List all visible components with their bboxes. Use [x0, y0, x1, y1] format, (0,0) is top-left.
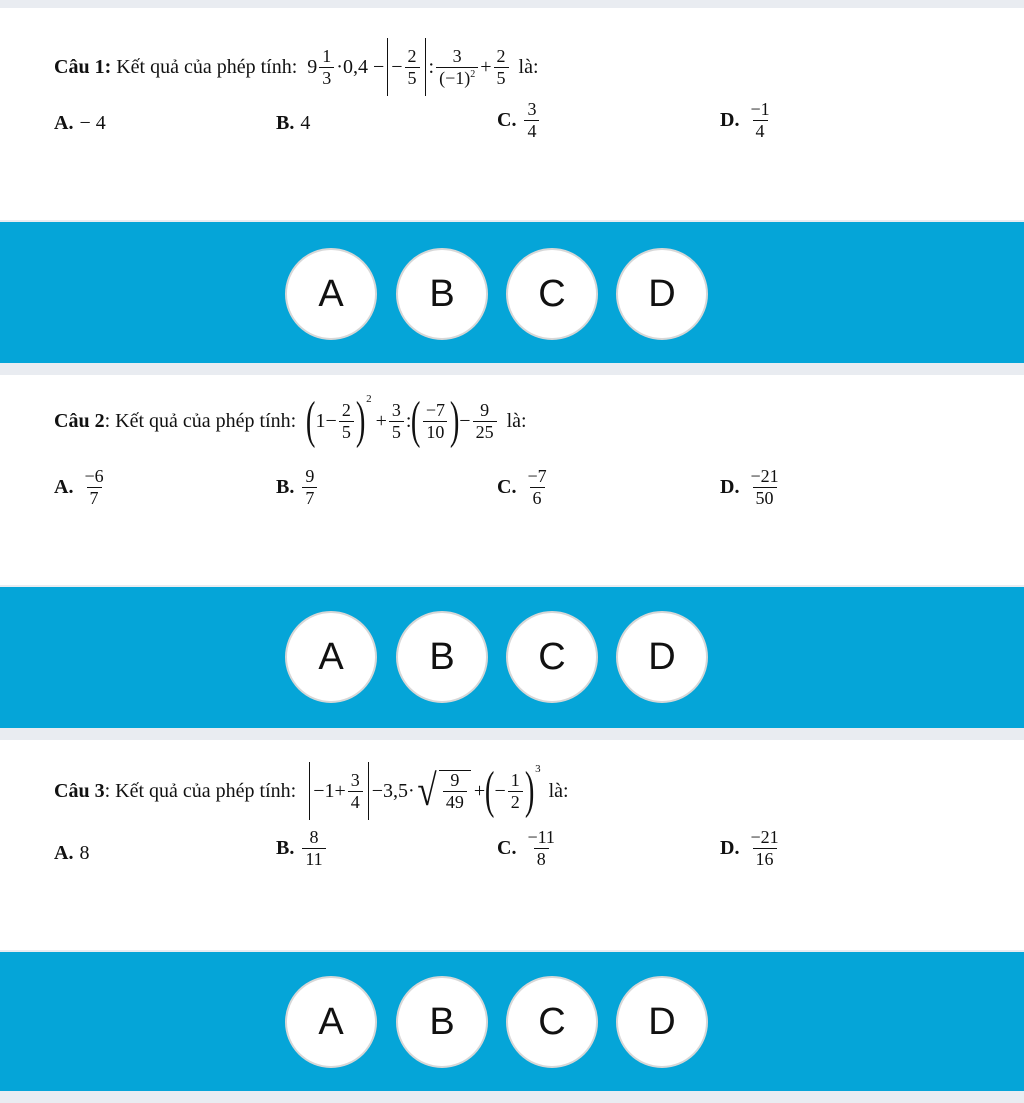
- question-2-text: [54, 392, 527, 449]
- question-1-suffix: là:: [518, 55, 539, 78]
- answer-3-a-button[interactable]: A: [285, 976, 377, 1068]
- question-card-2: [0, 375, 1024, 585]
- question-2-suffix: là:: [506, 409, 527, 432]
- absolute-value: − $\frac{2}{5}$: [387, 38, 425, 96]
- answer-1-a-button[interactable]: A: [285, 248, 377, 340]
- question-3-prompt: : Kết quả của phép tính:: [104, 779, 297, 802]
- answer-bar-1: [0, 222, 1024, 363]
- option-3b: B. $\frac{8}{11}$: [276, 828, 328, 869]
- question-card-1: [0, 8, 1024, 220]
- question-2-expression: ( 1− $\frac{2}{5}$ ) 2 + $\frac{3}{5}$ : ( $\frac{-7}{10}$ ) − $\frac{9}{25}$: [306, 395, 498, 447]
- answer-3-c-button[interactable]: C: [506, 976, 598, 1068]
- answer-3-d-button[interactable]: D: [616, 976, 708, 1068]
- answer-1-b-button[interactable]: B: [396, 248, 488, 340]
- answer-3-b-button[interactable]: B: [396, 976, 488, 1068]
- question-1-expression: 9 $\frac{1}{3}$ ·0,4 − − $\frac{2}{5}$ : $\frac{3}{(-1)^2}$ + $\frac{2}{5}$: [307, 38, 510, 96]
- question-1-text: [54, 38, 539, 96]
- answer-bar-2: [0, 587, 1024, 728]
- answer-2-d-button[interactable]: D: [616, 611, 708, 703]
- absolute-value: −1+ $\frac{3}{4}$: [309, 762, 369, 820]
- question-3-suffix: là:: [548, 779, 569, 802]
- option-3c: C. $\frac{-11}{8}$: [497, 827, 555, 869]
- question-3-expression: −1+ $\frac{3}{4}$ −3,5· √ $\frac{9}{49}$ + ( − $\frac{1}{2}$ ) 3: [306, 762, 540, 820]
- question-1-prompt: Kết quả của phép tính:: [116, 55, 298, 78]
- answer-bar-3: [0, 952, 1024, 1091]
- option-1c: C. $\frac{3}{4}$: [497, 100, 541, 141]
- square-root: √ $\frac{9}{49}$: [415, 769, 471, 813]
- option-2a: A. $\frac{-6}{7}$: [54, 466, 104, 508]
- option-2c: C. $\frac{-7}{6}$: [497, 466, 547, 508]
- question-2-label: Câu 2: [54, 409, 105, 432]
- answer-2-c-button[interactable]: C: [506, 611, 598, 703]
- question-card-3: [0, 740, 1024, 950]
- answer-2-b-button[interactable]: B: [396, 611, 488, 703]
- answer-1-c-button[interactable]: C: [506, 248, 598, 340]
- answer-2-a-button[interactable]: A: [285, 611, 377, 703]
- option-3d: D. $\frac{-21}{16}$: [720, 827, 779, 869]
- question-2-prompt: : Kết quả của phép tính:: [104, 409, 297, 432]
- option-1b: B. 4: [276, 112, 311, 134]
- option-1d: D. $\frac{-1}{4}$: [720, 99, 770, 141]
- answer-1-d-button[interactable]: D: [616, 248, 708, 340]
- option-2d: D. $\frac{-21}{50}$: [720, 466, 779, 508]
- question-1-label: Câu 1:: [54, 55, 112, 78]
- option-1a: A. − 4: [54, 112, 106, 134]
- mixed-whole: 9: [307, 55, 318, 78]
- option-3a: A. 8: [54, 842, 90, 864]
- option-2b: B. $\frac{9}{7}$: [276, 467, 319, 508]
- question-3-label: Câu 3: [54, 779, 105, 802]
- question-3-text: [54, 762, 569, 820]
